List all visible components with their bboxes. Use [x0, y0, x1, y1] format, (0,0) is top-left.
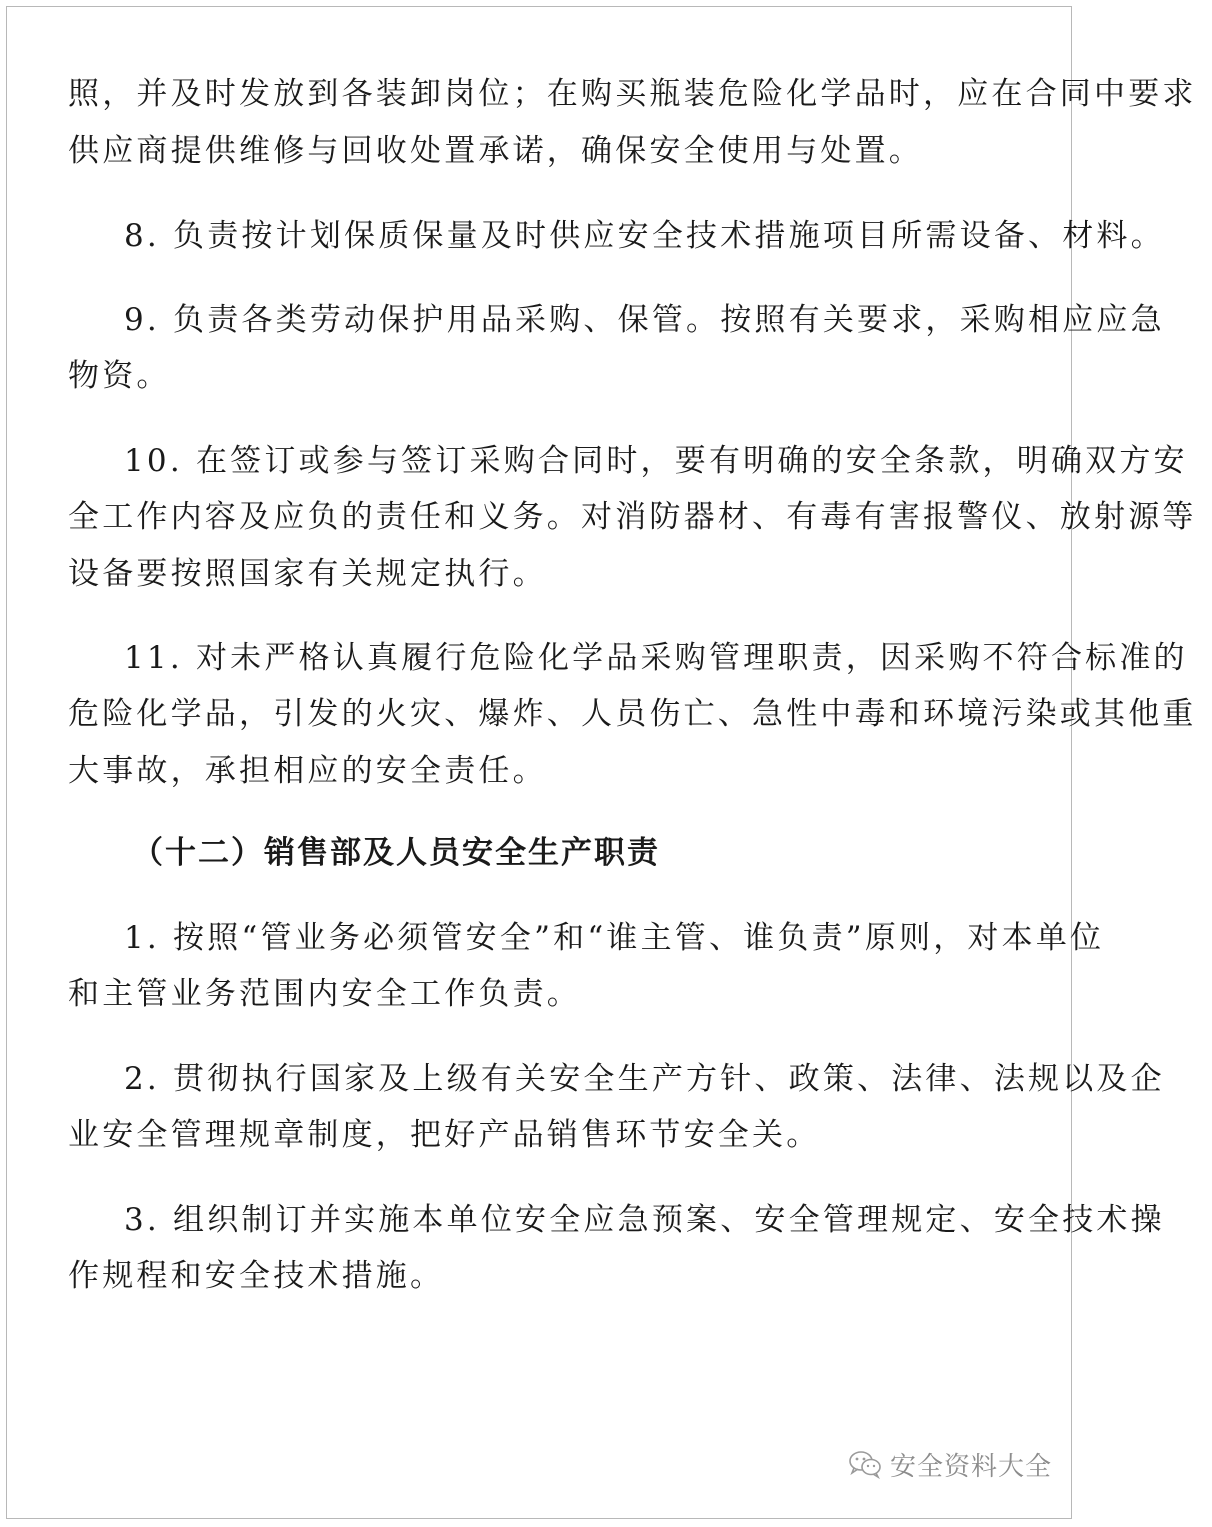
paragraph-line: 11. 对未严格认真履行危险化学品采购管理职责，因采购不符合标准的	[124, 640, 1188, 676]
paragraph-line: 2. 贯彻执行国家及上级有关安全生产方针、政策、法律、法规以及企	[124, 1061, 1165, 1097]
paragraph-line: 照，并及时发放到各装卸岗位；在购买瓶装危险化学品时，应在合同中要求	[68, 76, 1197, 112]
paragraph-line: 和主管业务范围内安全工作负责。	[68, 976, 581, 1012]
watermark	[848, 1444, 1052, 1484]
paragraph-line: 8. 负责按计划保质保量及时供应安全技术措施项目所需设备、材料。	[124, 218, 1165, 254]
paragraph-line: 10. 在签订或参与签订采购合同时，要有明确的安全条款，明确双方安	[124, 443, 1188, 479]
watermark-text: 安全资料大全	[890, 1451, 1053, 1482]
section-heading: （十二）销售部及人员安全生产职责	[132, 835, 660, 871]
paragraph-line: 3. 组织制订并实施本单位安全应急预案、安全管理规定、安全技术操	[124, 1202, 1165, 1238]
wechat-icon	[848, 1449, 882, 1479]
paragraph-line: 1. 按照“管业务必须管安全”和“谁主管、谁负责”原则，对本单位	[124, 920, 1105, 956]
paragraph-line: 全工作内容及应负的责任和义务。对消防器材、有毒有害报警仪、放射源等	[68, 499, 1197, 535]
paragraph-line: 设备要按照国家有关规定执行。	[68, 556, 547, 592]
paragraph-line: 业安全管理规章制度，把好产品销售环节安全关。	[68, 1117, 821, 1153]
paragraph-line: 9. 负责各类劳动保护用品采购、保管。按照有关要求，采购相应应急	[124, 302, 1165, 338]
paragraph-line: 物资。	[68, 358, 171, 394]
paragraph-line: 大事故，承担相应的安全责任。	[68, 753, 547, 789]
paragraph-line: 供应商提供维修与回收处置承诺，确保安全使用与处置。	[68, 133, 923, 169]
paragraph-line: 作规程和安全技术措施。	[68, 1258, 445, 1294]
paragraph-line: 危险化学品，引发的火灾、爆炸、人员伤亡、急性中毒和环境污染或其他重	[68, 696, 1197, 732]
